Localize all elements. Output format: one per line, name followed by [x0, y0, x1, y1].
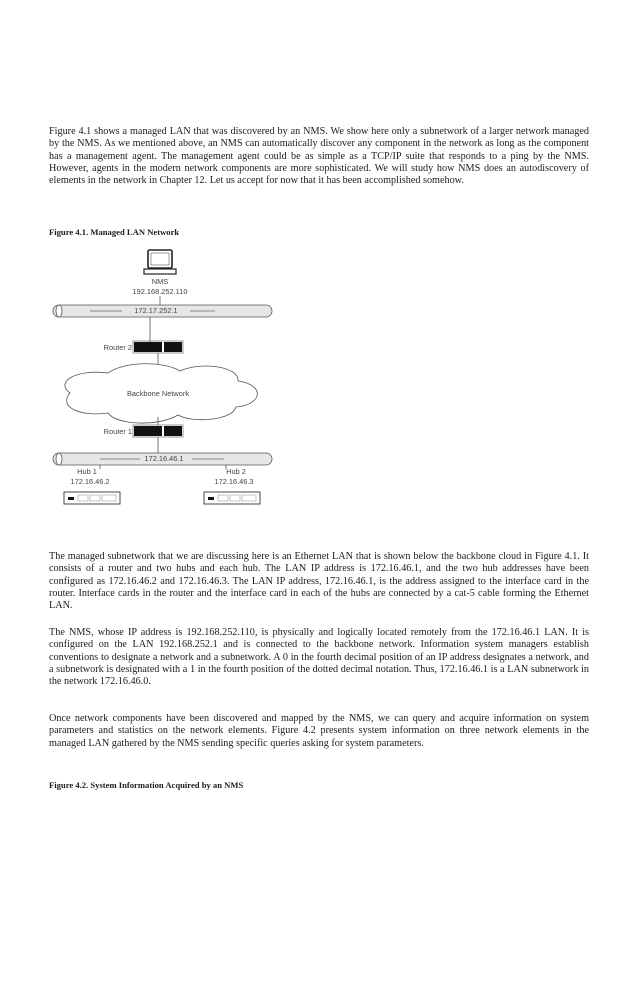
nms-workstation-icon [144, 250, 176, 274]
nms-ip: 192.168.252.110 [132, 287, 188, 296]
router-2-label: Router 2 [103, 343, 132, 352]
figure-4-1-caption: Figure 4.1. Managed LAN Network [49, 227, 180, 237]
figure-4-2-caption: Figure 4.2. System Information Acquired by an NMS [49, 780, 244, 790]
bottom-lan-ip: 172.16.46.1 [144, 454, 184, 463]
hub-1-label: Hub 1 [77, 467, 97, 476]
paragraph-discovery: Once network components have been discovered and mapped by the NMS, we can query and acquire information on system parameters and statistics on the network elements. Figure 4.2 presents system information on three network elements in the managed LAN gathered by the NMS sending specific queries asking for system parameters. [49, 713, 589, 749]
managed-lan-diagram [40, 245, 290, 515]
hub-1-ip: 172.16.46.2 [70, 477, 110, 486]
paragraph-nms-address: The NMS, whose IP address is 192.168.252.110, is physically and logically located remotely from the 172.16.46.1 LAN. It is configured on the LAN 192.168.252.1 and is connected to the backbone network. Information system managers establish conventions to designate a network and a subnetwork. A 0 in the fourth decimal position of an IP address designates a network, and a subnetwork is designated with a 1 in the fourth position of the dotted decimal notation. Thus, 172.16.46.1 is a LAN subnetwork in the network 172.16.46.0. [49, 627, 589, 688]
paragraph-intro: Figure 4.1 shows a managed LAN that was discovered by an NMS. We show here only a subnetwork of a larger network managed by the NMS. As we mentioned above, an NMS can automatically discover any component in the network as long as the component has a management agent. The management agent could be as simple as a TCP/IP suite that responds to a ping by the NMS. However, agents in the modern network components are more sophisticated. We will study how NMS does an autodiscovery of elements in the network in Chapter 12. Let us accept for now that it has been accomplished somehow. [49, 126, 589, 187]
hub-2-label: Hub 2 [226, 467, 246, 476]
router-1-icon [133, 425, 183, 437]
hub-2-icon [204, 492, 260, 504]
router-1-label: Router 1 [103, 427, 132, 436]
backbone-label: Backbone Network [126, 389, 190, 398]
hub-1-icon [64, 492, 120, 504]
hub-2-ip: 172.16.46.3 [214, 477, 254, 486]
nms-label: NMS [151, 277, 169, 286]
paragraph-managed-subnetwork: The managed subnetwork that we are discussing here is an Ethernet LAN that is shown below the backbone cloud in Figure 4.1. It consists of a router and two hubs and each hub. The LAN IP address is 172.16.46.1, and the two hub addresses have been configured as 172.16.46.2 and 172.16.46.3. The LAN IP address, 172.16.46.1, is the address assigned to the interface card in the router. Interface cards in the router and the interface card in each of the hubs are connected by a cat-5 cable forming the Ethernet LAN. [49, 551, 589, 612]
router-2-icon [133, 341, 183, 353]
top-lan-ip: 172.17.252.1 [134, 306, 178, 315]
